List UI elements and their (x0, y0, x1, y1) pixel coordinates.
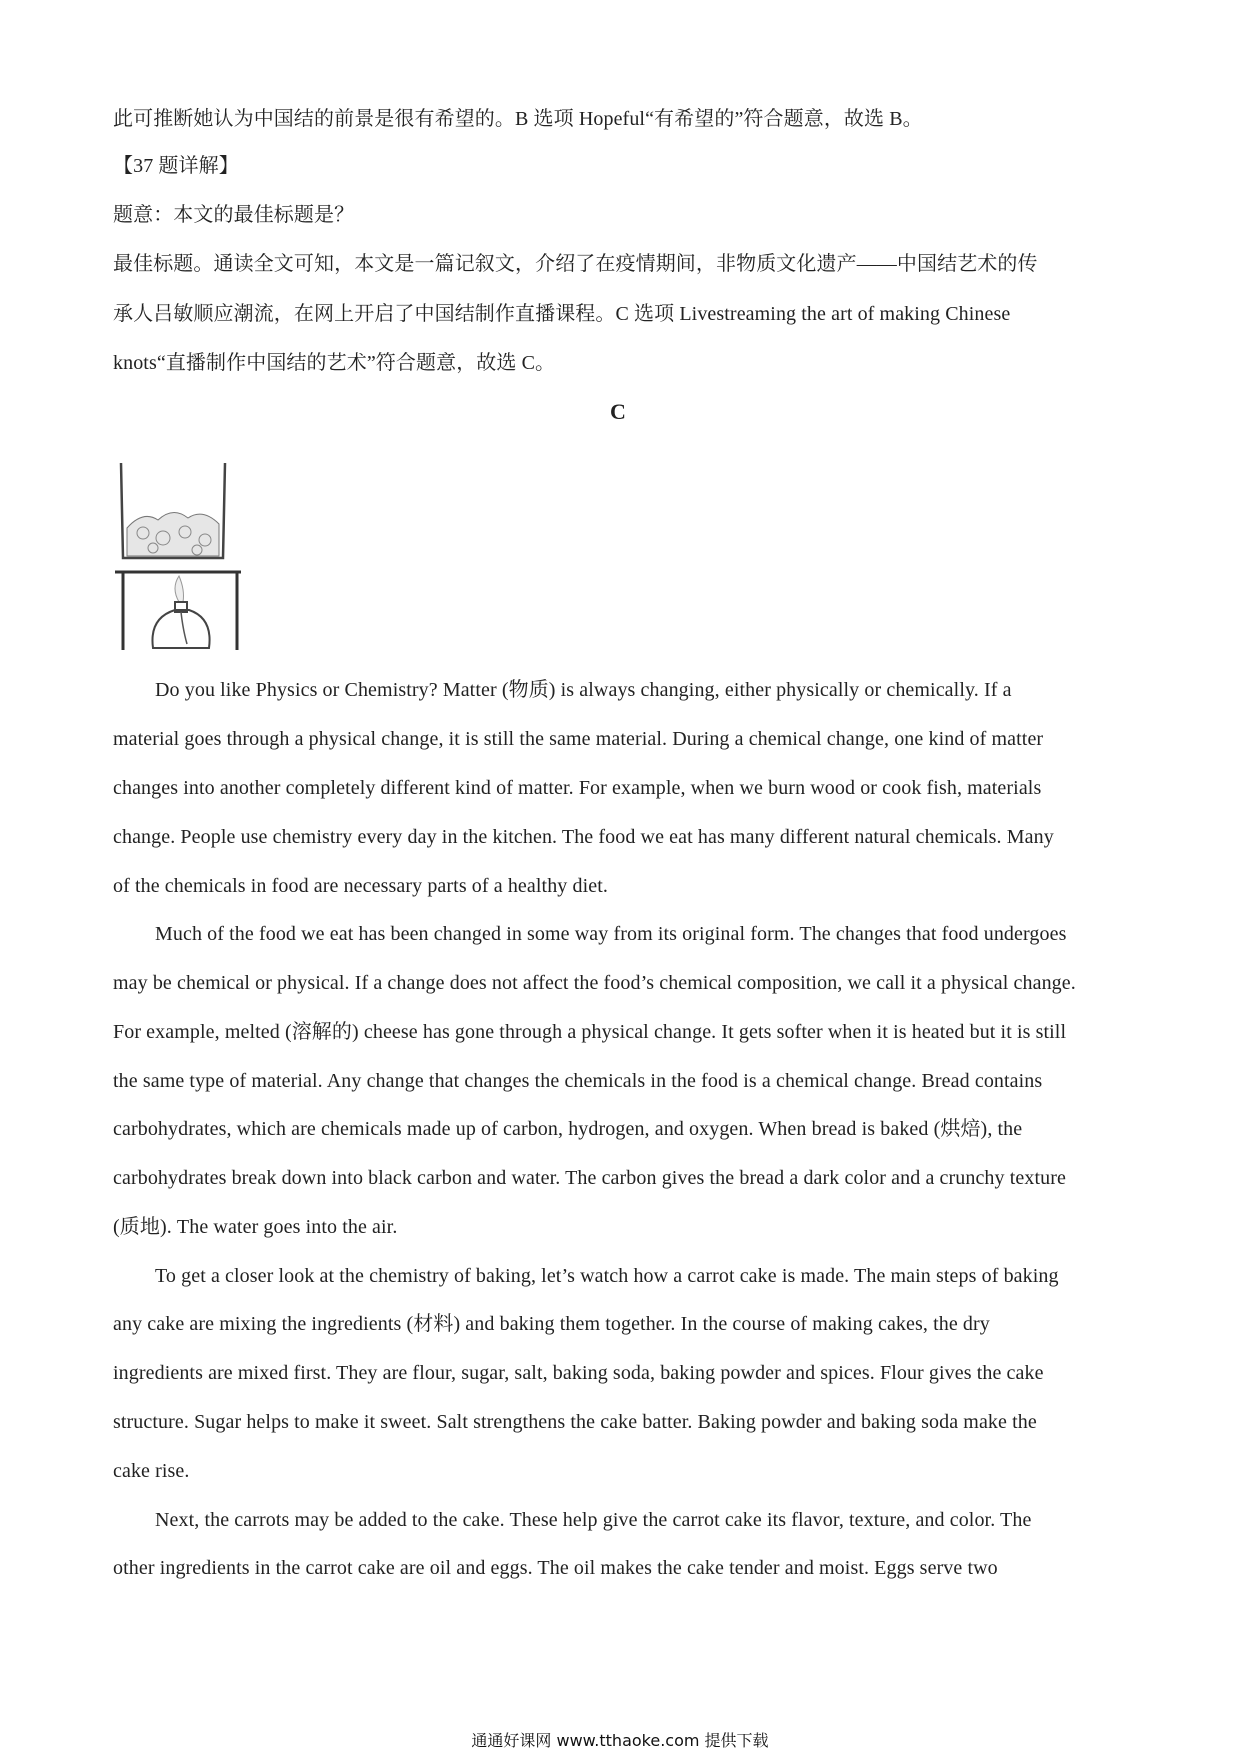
passage-line: ingredients are mixed first. They are flour, sugar, salt, baking soda, baking powder and spices. Flour gives the cake (113, 1362, 1044, 1384)
beaker-over-burner-icon (113, 458, 253, 654)
passage-line: other ingredients in the carrot cake are oil and eggs. The oil makes the cake tender and moist. Eggs serve two (113, 1557, 998, 1579)
passage-line: any cake are mixing the ingredients (材料) and baking them together. In the course of making cakes, the dry (113, 1313, 990, 1335)
answer-line: 此可推断她认为中国结的前景是很有希望的。B 选项 Hopeful“有希望的”符合题意，故选 B。 (113, 108, 923, 130)
passage-line: structure. Sugar helps to make it sweet. Salt strengthens the cake batter. Baking powder and baking soda make the (113, 1411, 1037, 1433)
q37-explain-line: knots“直播制作中国结的艺术”符合题意，故选 C。 (113, 352, 556, 374)
passage-line: cake rise. (113, 1460, 190, 1482)
passage-line: (质地). The water goes into the air. (113, 1216, 398, 1238)
passage-line: Next, the carrots may be added to the cake. These help give the carrot cake its flavor, texture, and color. The (155, 1509, 1032, 1531)
page-footer: 通通好课网 www.tthaoke.com 提供下载 (471, 1731, 769, 1750)
passage-line: changes into another completely different kind of matter. For example, when we burn wood or cook fish, materials (113, 777, 1042, 799)
passage-line: material goes through a physical change, it is still the same material. During a chemical change, one kind of matter (113, 728, 1044, 750)
passage-line: For example, melted (溶解的) cheese has gone through a physical change. It gets softer when it is heated but it is still (113, 1021, 1067, 1043)
passage-label: C (610, 399, 626, 424)
q37-heading: 【37 题详解】 (113, 155, 239, 177)
passage-line: Do you like Physics or Chemistry? Matter (物质) is always changing, either physically or chemically. If a (155, 679, 1012, 701)
passage-line: carbohydrates, which are chemicals made up of carbon, hydrogen, and oxygen. When bread is baked (烘焙), the (113, 1118, 1023, 1140)
q37-explain-line: 最佳标题。通读全文可知，本文是一篇记叙文，介绍了在疫情期间，非物质文化遗产——中国结艺术的传 (113, 253, 1038, 275)
passage-line: carbohydrates break down into black carbon and water. The carbon gives the bread a dark color and a crunchy texture (113, 1167, 1066, 1189)
passage-line: To get a closer look at the chemistry of baking, let’s watch how a carrot cake is made. The main steps of baking (155, 1265, 1059, 1287)
q37-question: 题意：本文的最佳标题是？ (113, 204, 355, 226)
burner-illustration (113, 458, 253, 654)
passage-line: the same type of material. Any change that changes the chemicals in the food is a chemical change. Bread contains (113, 1070, 1043, 1092)
passage-line: may be chemical or physical. If a change does not affect the food’s chemical composition, we call it a physical change. (113, 972, 1076, 994)
passage-line: of the chemicals in food are necessary parts of a healthy diet. (113, 875, 608, 897)
passage-line: Much of the food we eat has been changed in some way from its original form. The changes that food undergoes (155, 923, 1067, 945)
q37-explain-line: 承人吕敏顺应潮流，在网上开启了中国结制作直播课程。C 选项 Livestreaming the art of making Chinese (113, 303, 1011, 325)
passage-line: change. People use chemistry every day in the kitchen. The food we eat has many different natural chemicals. Many (113, 826, 1054, 848)
